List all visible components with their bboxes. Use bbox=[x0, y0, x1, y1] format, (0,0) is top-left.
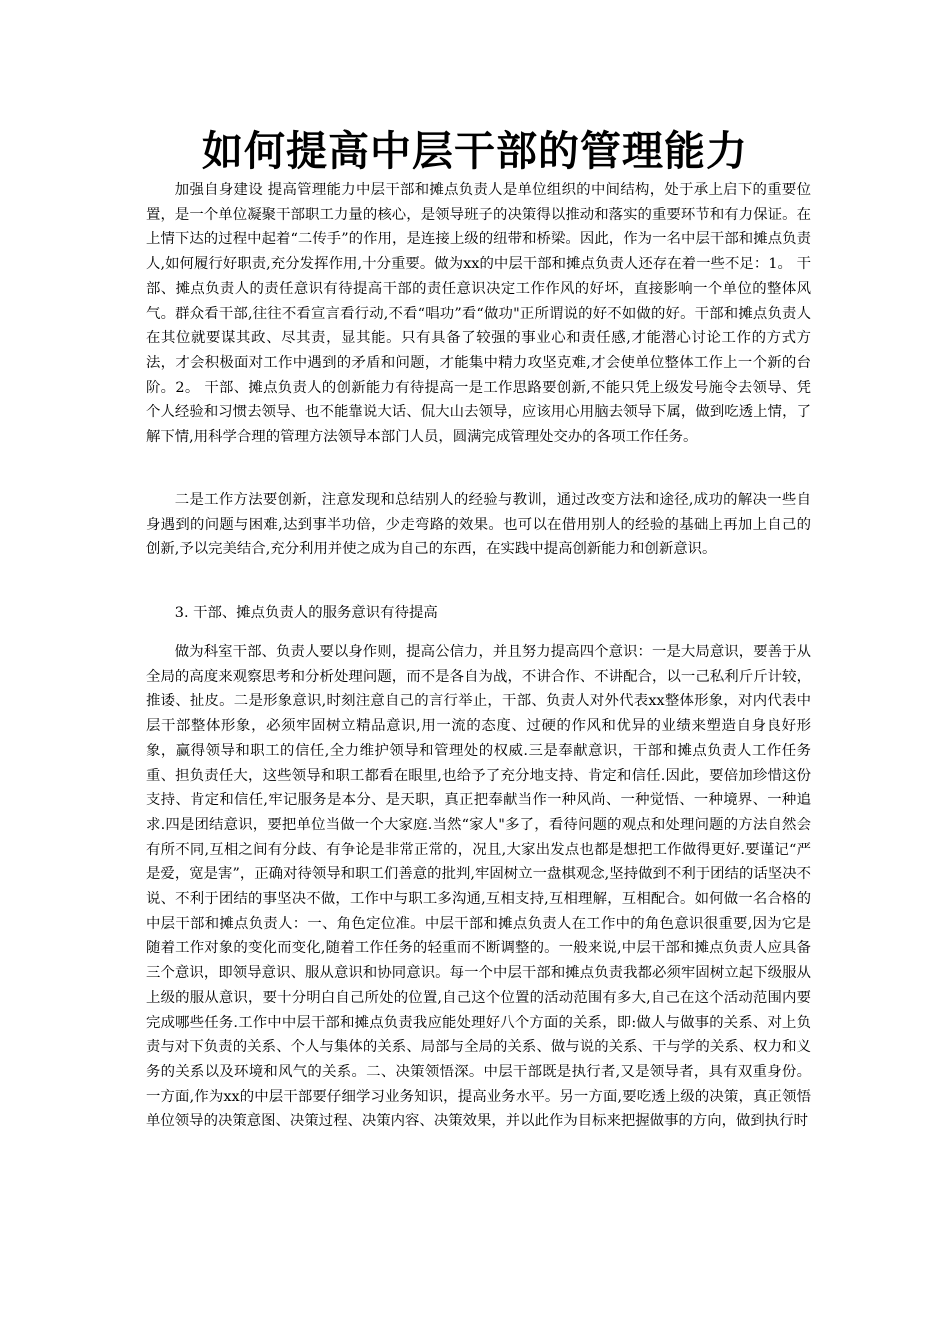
paragraph-1: 加强自身建设 提高管理能力中层干部和摊点负责人是单位组织的中间结构，处于承上启下的重要位置，是一个单位凝聚干部职工力量的核心，是领导班子的决策得以推动和落实的重要环节和有力保证。在上情下达的过程中起着“二传手”的作用，是连接上级的纽带和桥梁。因此，作为一名中层干部和摊点负责人,如何履行好职责,充分发挥作用,十分重要。做为xx的中层干部和摊点负责人还存在着一些不足：1。 干部、摊点负责人的责任意识有待提高干部的责任意识决定工作作风的好坏，直接影响一个单位的整体风气。群众看干部,往往不看宣言看行动,不看“唱功”看“做功"正所谓说的好不如做的好。干部和摊点负责人在其位就要谋其政、尽其责，显其能。只有具备了较强的事业心和责任感,才能潜心讨论工作的方式方法，才会积极面对工作中遇到的矛盾和问题，才能集中精力攻坚克难,才会使单位整体工作上一个新的台阶。2。 干部、摊点负责人的创新能力有待提高一是工作思路要创新,不能只凭上级发号施令去领导、凭个人经验和习惯去领导、也不能靠说大话、侃大山去领导，应该用心用脑去领导下属，做到吃透上情，了解下情,用科学合理的管理方法领导本部门人员，圆满完成管理处交办的各项工作任务。 bbox=[146, 182, 811, 446]
paragraph-4: 做为科室干部、负责人要以身作则，提高公信力，并且努力提高四个意识：一是大局意识，要善于从全局的高度来观察思考和分析处理问题，而不是各自为战，不讲合作、不讲配合，以一己私利斤斤计较，推诿、扯皮。二是形象意识,时刻注意自己的言行举止，干部、负责人对外代表xx整体形象，对内代表中层干部整体形象，必须牢固树立精品意识,用一流的态度、过硬的作风和优异的业绩来塑造自身良好形象，赢得领导和职工的信任,全力维护领导和管理处的权威.三是奉献意识，干部和摊点负责人工作任务重、担负责任大，这些领导和职工都看在眼里,也给予了充分地支持、肯定和信任.因此，要倍加珍惜这份支持、肯定和信任,牢记服务是本分、是天职，真正把奉献当作一种风尚、一种觉悟、一种境界、一种追求.四是团结意识，要把单位当做一个大家庭.当然“家人"多了，看待问题的观点和处理问题的方法自然会有所不同,互相之间有分歧、有争论是非常正常的，况且,大家出发点也都是想把工作做得更好.要谨记“严是爱，宽是害”，正确对待领导和职工们善意的批判,牢固树立一盘棋观念,坚持做到不利于团结的话坚决不说、不利于团结的事坚决不做，工作中与职工多沟通,互相支持,互相理解，互相配合。如何做一名合格的中层干部和摊点负责人：一、角色定位准。中层干部和摊点负责人在工作中的角色意识很重要,因为它是随着工作对象的变化而变化,随着工作任务的轻重而不断调整的。一般来说,中层干部和摊点负责人应具备三个意识，即领导意识、服从意识和协同意识。每一个中层干部和摊点负责我都必须牢固树立起下级服从上级的服从意识，要十分明白自己所处的位置,自己这个位置的活动范围有多大,自己在这个活动范围内要完成哪些任务.工作中中层干部和摊点负责我应能处理好八个方面的关系，即:做人与做事的关系、对上负责与对下负责的关系、个人与集体的关系、局部与全局的关系、做与说的关系、干与学的关系、权力和义务的关系以及环境和风气的关系。二、决策领悟深。中层干部既是执行者,又是领导者，具有双重身份。一方面,作为xx的中层干部要仔细学习业务知识，提高业务水平。另一方面,要吃透上级的决策，真正领悟单位领导的决策意图、决策过程、决策内容、决策效果，并以此作为目标来把握做事的方向，做到执行时 bbox=[146, 644, 811, 1130]
document-body bbox=[146, 178, 811, 1134]
document-title: 如何提高中层干部的管理能力 bbox=[202, 127, 748, 175]
paragraph-3-heading: 3. 干部、摊点负责人的服务意识有待提高 bbox=[174, 605, 438, 621]
paragraph-2: 二是工作方法要创新，注意发现和总结别人的经验与教训，通过改变方法和途径,成功的解决一些自身遇到的问题与困难,达到事半功倍，少走弯路的效果。也可以在借用别人的经验的基础上再加上自己的创新,予以完美结合,充分利用并使之成为自己的东西，在实践中提高创新能力和创新意识。 bbox=[146, 492, 811, 558]
